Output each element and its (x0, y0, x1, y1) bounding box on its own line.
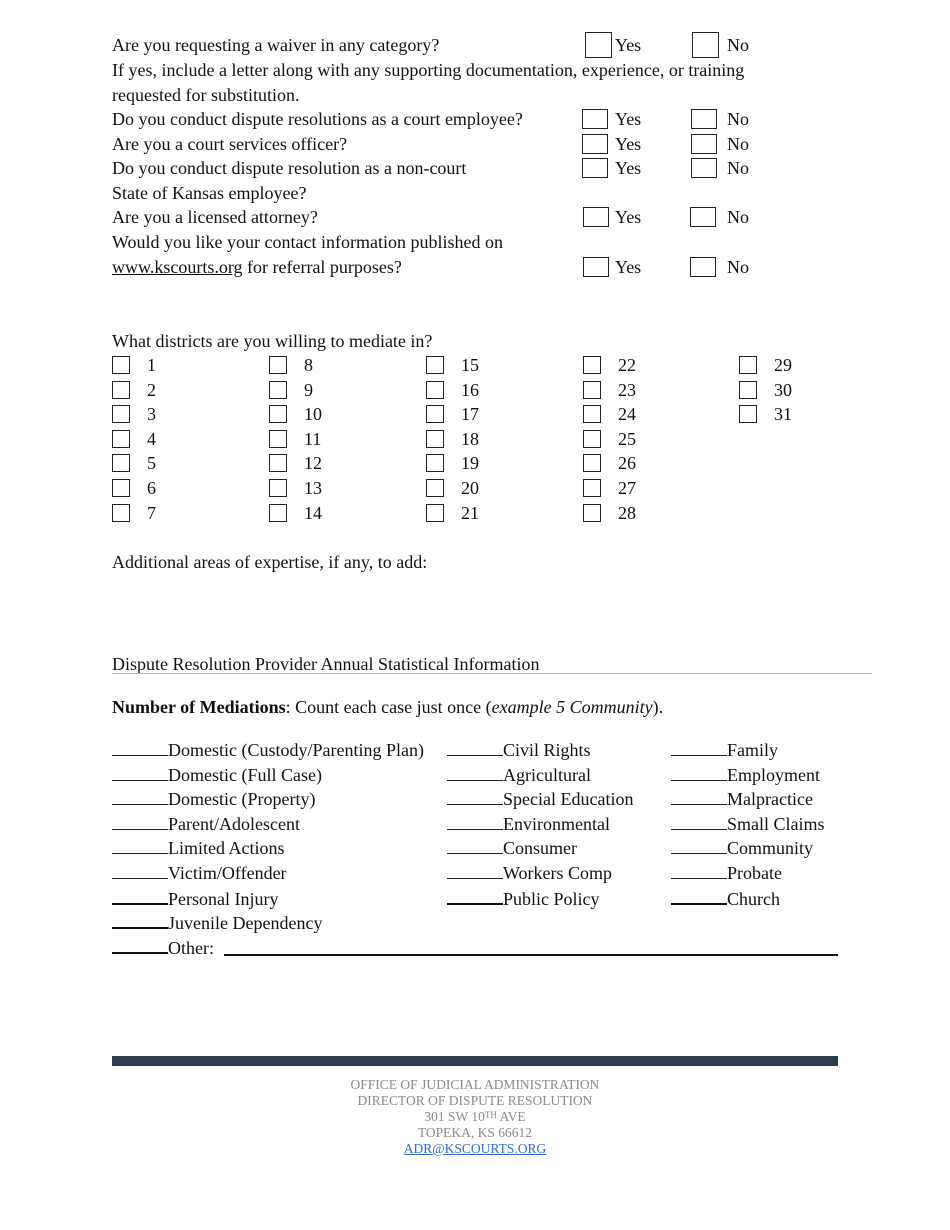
district-9-checkbox[interactable] (269, 381, 287, 399)
mediation-category-row (447, 739, 591, 761)
footer-street-name: AVE (496, 1109, 526, 1124)
mediation-category-label: Agricultural (503, 764, 591, 785)
district-21-label: 21 (461, 502, 479, 523)
mediation-count-end: ). (652, 697, 664, 717)
district-8-checkbox[interactable] (269, 356, 287, 374)
district-2-label: 2 (147, 379, 156, 400)
publish-no-label: No (727, 257, 749, 277)
district-15-checkbox[interactable] (426, 356, 444, 374)
mediation-category-row (671, 788, 813, 810)
district-12-checkbox[interactable] (269, 454, 287, 472)
non-court-no-label: No (727, 158, 749, 178)
districts-prompt: What districts are you willing to mediate in? (112, 331, 433, 351)
district-29-checkbox[interactable] (739, 356, 757, 374)
mediation-category-row (112, 911, 322, 934)
mediation-category-label: Church (727, 888, 780, 909)
mediation-count-blank[interactable] (112, 911, 168, 929)
mediation-category-label: Employment (727, 764, 820, 785)
mediation-count-blank[interactable] (447, 813, 503, 830)
mediation-category-row (112, 862, 287, 884)
mediation-category-label: Small Claims (727, 813, 825, 834)
mediation-category-row (447, 764, 591, 786)
mediation-category-label: Family (727, 740, 779, 760)
court-employee-yes-label: Yes (615, 109, 642, 129)
other-row (112, 936, 214, 959)
footer-line-director: DIRECTOR OF DISPUTE RESOLUTION (357, 1093, 593, 1108)
mediation-category-label: Domestic (Custody/Parenting Plan) (168, 740, 424, 760)
footer-bar (112, 1056, 838, 1066)
district-16-checkbox[interactable] (426, 381, 444, 399)
question-non-court-line1: Do you conduct dispute resolution as a non-court (112, 158, 467, 178)
district-14-checkbox[interactable] (269, 504, 287, 522)
publish-yes-checkbox[interactable] (583, 257, 609, 277)
mediation-category-label: Parent/Adolescent (168, 813, 300, 834)
district-8-label: 8 (304, 355, 313, 375)
question-publish-line2 (112, 256, 402, 278)
district-16-label: 16 (461, 379, 479, 400)
mediation-count-text: : Count each case just once ( (285, 697, 492, 717)
mediation-category-label: Domestic (Full Case) (168, 764, 322, 785)
district-7-checkbox[interactable] (112, 504, 130, 522)
non-court-yes-checkbox[interactable] (582, 158, 608, 178)
mediation-count-blank[interactable] (447, 764, 503, 781)
mediation-category-label: Personal Injury (168, 888, 279, 909)
mediation-count-blank[interactable] (671, 813, 727, 830)
mediation-count-blank[interactable] (447, 862, 503, 879)
waiver-instructions-line1: If yes, include a letter along with any supporting documentation, experience, or training (112, 60, 745, 80)
mediation-count-instructions (112, 696, 663, 718)
attorney-yes-label: Yes (615, 207, 642, 227)
mediation-category-label: Workers Comp (503, 863, 613, 883)
mediation-category-row (671, 862, 782, 884)
mediation-category-row (112, 764, 322, 786)
mediation-category-label: Probate (727, 863, 782, 883)
district-31-checkbox[interactable] (739, 405, 757, 423)
mediation-category-row (447, 837, 577, 859)
district-24-label: 24 (618, 404, 636, 425)
footer-email-link[interactable]: ADR@KSCOURTS.ORG (403, 1141, 547, 1156)
other-description-line[interactable] (224, 954, 838, 956)
district-5-checkbox[interactable] (112, 454, 130, 472)
district-1-label: 1 (147, 355, 156, 375)
waiver-yes-checkbox[interactable] (585, 32, 612, 58)
court-employee-no-label: No (727, 109, 749, 129)
mediation-category-row (447, 813, 610, 835)
district-15-label: 15 (461, 355, 479, 375)
district-23-label: 23 (618, 379, 636, 400)
mediation-category-row (112, 887, 278, 910)
district-19-checkbox[interactable] (426, 454, 444, 472)
district-25-checkbox[interactable] (583, 430, 601, 448)
mediation-category-row (447, 862, 612, 884)
district-4-checkbox[interactable] (112, 430, 130, 448)
mediation-category-label: Juvenile Dependency (168, 913, 323, 934)
attorney-yes-checkbox[interactable] (583, 207, 609, 227)
district-13-checkbox[interactable] (269, 479, 287, 497)
mediation-category-label: Community (727, 838, 814, 859)
mediation-count-blank[interactable] (671, 788, 727, 805)
question-waiver: Are you requesting a waiver in any category? (112, 35, 440, 55)
cso-no-label: No (727, 134, 749, 154)
waiver-no-checkbox[interactable] (692, 32, 719, 58)
attorney-no-checkbox[interactable] (690, 207, 716, 227)
mediation-category-label: Victim/Offender (168, 863, 287, 883)
mediation-count-blank[interactable] (671, 887, 727, 905)
district-30-checkbox[interactable] (739, 381, 757, 399)
district-6-label: 6 (147, 478, 156, 498)
mediation-category-label: Environmental (503, 813, 610, 834)
district-23-checkbox[interactable] (583, 381, 601, 399)
district-27-label: 27 (618, 478, 636, 498)
mediation-count-blank[interactable] (112, 837, 168, 854)
court-employee-yes-checkbox[interactable] (582, 109, 608, 129)
mediation-category-row (671, 837, 813, 859)
district-10-checkbox[interactable] (269, 405, 287, 423)
mediation-category-row (671, 764, 820, 786)
mediation-category-label: Special Education (503, 789, 634, 810)
mediation-count-blank[interactable] (671, 837, 727, 854)
district-19-label: 19 (461, 453, 479, 474)
district-26-checkbox[interactable] (583, 454, 601, 472)
footer-line-street (0, 1109, 950, 1125)
district-1-checkbox[interactable] (112, 356, 130, 374)
mediation-category-row (671, 739, 778, 761)
mediation-count-blank[interactable] (447, 837, 503, 854)
district-11-label: 11 (304, 428, 322, 449)
district-9-label: 9 (304, 379, 313, 400)
section-divider (112, 673, 872, 674)
mediation-count-blank[interactable] (447, 739, 503, 756)
district-2-checkbox[interactable] (112, 381, 130, 399)
other-label: Other: (168, 938, 214, 958)
mediation-category-label: Civil Rights (503, 740, 591, 760)
footer-street-suffix: TH (484, 1110, 497, 1120)
mediation-category-row (447, 788, 633, 810)
district-18-checkbox[interactable] (426, 430, 444, 448)
cso-yes-label: Yes (615, 134, 642, 154)
mediation-category-label: Limited Actions (168, 838, 285, 859)
question-non-court-line2: State of Kansas employee? (112, 183, 307, 203)
mediation-category-row (112, 837, 285, 859)
mediation-count-blank[interactable] (112, 862, 168, 879)
other-count-blank[interactable] (112, 936, 168, 954)
question-licensed-attorney: Are you a licensed attorney? (112, 207, 318, 227)
mediation-category-row (112, 788, 315, 810)
mediation-count-blank[interactable] (112, 764, 168, 781)
district-26-label: 26 (618, 453, 636, 474)
kscourts-link[interactable]: www.kscourts.org (112, 257, 243, 277)
waiver-no-label: No (727, 35, 749, 55)
cso-no-checkbox[interactable] (691, 134, 717, 154)
footer-line-office: OFFICE OF JUDICIAL ADMINISTRATION (350, 1077, 600, 1092)
district-11-checkbox[interactable] (269, 430, 287, 448)
district-22-label: 22 (618, 355, 636, 375)
footer-street-number: 301 SW 10 (424, 1109, 485, 1124)
district-28-label: 28 (618, 502, 636, 523)
district-17-label: 17 (461, 404, 479, 425)
district-17-checkbox[interactable] (426, 405, 444, 423)
waiver-instructions-line2: requested for substitution. (112, 85, 300, 105)
mediation-count-blank[interactable] (447, 887, 503, 905)
court-employee-no-checkbox[interactable] (691, 109, 717, 129)
district-5-label: 5 (147, 453, 156, 474)
mediation-category-row (671, 813, 825, 835)
district-13-label: 13 (304, 478, 322, 498)
district-3-checkbox[interactable] (112, 405, 130, 423)
footer-email-row (0, 1141, 950, 1157)
mediation-count-blank[interactable] (112, 887, 168, 905)
mediation-count-blank[interactable] (112, 788, 168, 805)
district-31-label: 31 (774, 404, 792, 425)
waiver-yes-label: Yes (615, 35, 642, 55)
district-6-checkbox[interactable] (112, 479, 130, 497)
district-21-checkbox[interactable] (426, 504, 444, 522)
attorney-no-label: No (727, 207, 749, 227)
question-court-employee: Do you conduct dispute resolutions as a court employee? (112, 109, 523, 129)
district-7-label: 7 (147, 502, 156, 523)
mediation-category-row (447, 887, 600, 910)
mediation-count-bold: Number of Mediations (112, 697, 286, 717)
district-24-checkbox[interactable] (583, 405, 601, 423)
district-27-checkbox[interactable] (583, 479, 601, 497)
publish-yes-label: Yes (615, 257, 642, 277)
footer-line-city: TOPEKA, KS 66612 (417, 1125, 533, 1140)
district-22-checkbox[interactable] (583, 356, 601, 374)
question-publish-line1: Would you like your contact information published on (112, 232, 503, 252)
district-4-label: 4 (147, 428, 156, 449)
mediation-count-blank[interactable] (447, 788, 503, 805)
mediation-count-blank[interactable] (112, 813, 168, 830)
additional-expertise-label: Additional areas of expertise, if any, to add: (112, 552, 428, 572)
district-25-label: 25 (618, 428, 636, 449)
district-30-label: 30 (774, 379, 792, 400)
mediation-category-row (112, 813, 300, 835)
question-court-services-officer: Are you a court services officer? (112, 134, 348, 154)
mediation-category-label: Public Policy (503, 888, 600, 909)
stats-heading: Dispute Resolution Provider Annual Statistical Information (112, 654, 540, 674)
mediation-category-row (671, 887, 780, 910)
non-court-yes-label: Yes (615, 158, 642, 178)
cso-yes-checkbox[interactable] (582, 134, 608, 154)
district-20-checkbox[interactable] (426, 479, 444, 497)
mediation-category-label: Domestic (Property) (168, 789, 316, 810)
mediation-count-blank[interactable] (112, 739, 168, 756)
district-14-label: 14 (304, 502, 322, 523)
publish-no-checkbox[interactable] (690, 257, 716, 277)
district-29-label: 29 (774, 355, 792, 375)
non-court-no-checkbox[interactable] (691, 158, 717, 178)
mediation-count-blank[interactable] (671, 862, 727, 879)
district-3-label: 3 (147, 404, 156, 425)
mediation-count-example: example 5 Community (491, 697, 653, 717)
mediation-category-label: Consumer (503, 838, 577, 859)
mediation-category-label: Malpractice (727, 789, 813, 810)
district-20-label: 20 (461, 478, 479, 498)
mediation-category-row (112, 739, 424, 761)
district-18-label: 18 (461, 428, 479, 449)
mediation-count-blank[interactable] (671, 764, 727, 781)
mediation-count-blank[interactable] (671, 739, 727, 756)
district-10-label: 10 (304, 404, 322, 425)
district-12-label: 12 (304, 453, 322, 474)
district-28-checkbox[interactable] (583, 504, 601, 522)
question-publish-line2-rest: for referral purposes? (242, 257, 402, 277)
